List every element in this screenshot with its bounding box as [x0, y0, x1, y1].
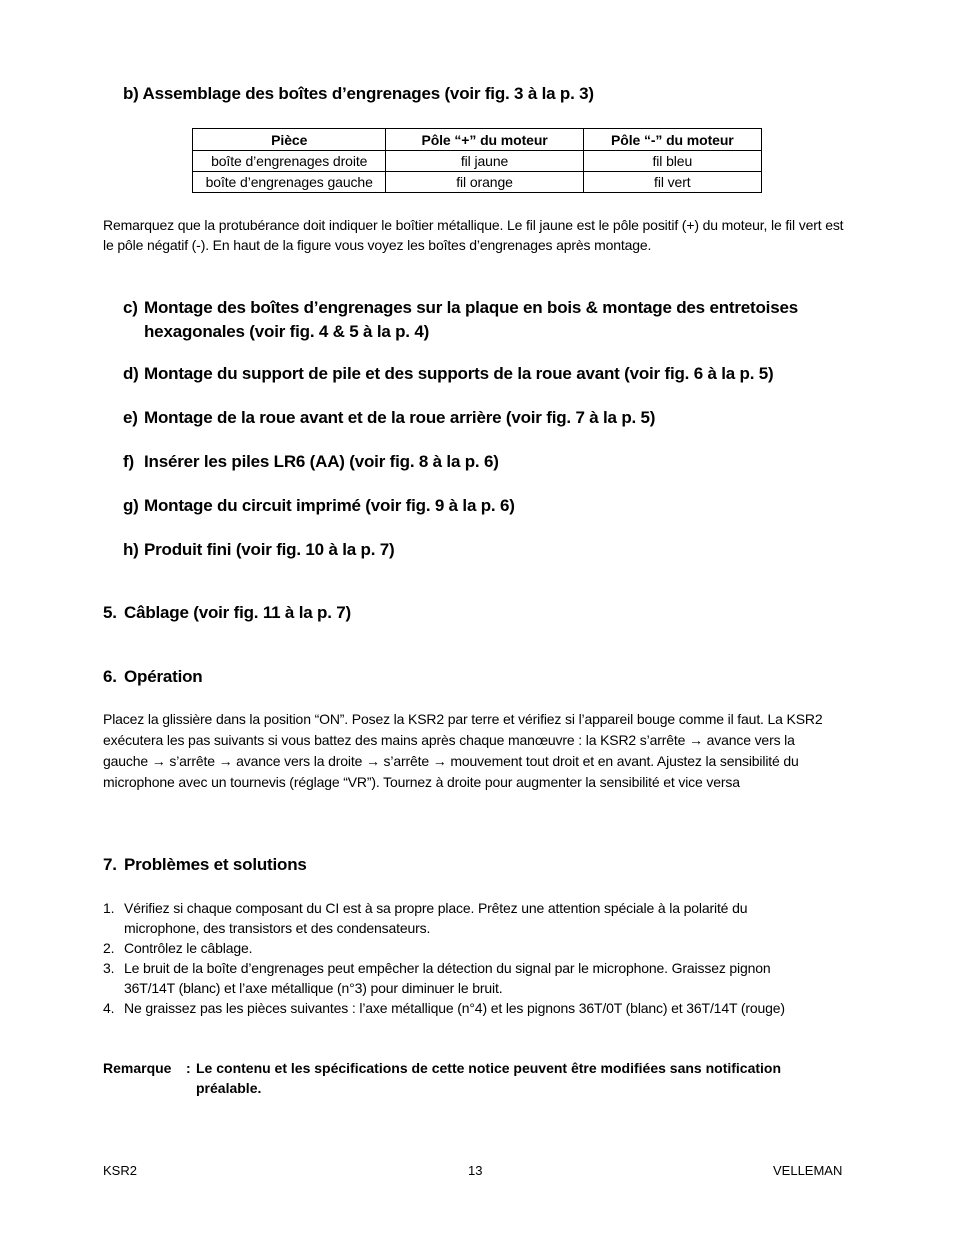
table-row [193, 172, 762, 193]
remark-text: Le contenu et les spécifications de cette notice peuvent être modifiées sans notification préalable. [196, 1060, 782, 1096]
subsection-label: d) [123, 364, 139, 383]
list-item [103, 998, 803, 1018]
section-number: 7. [103, 855, 117, 874]
list-number: 2. [103, 940, 115, 956]
table-cell: boîte d’engrenages gauche [193, 172, 386, 193]
list-text: Le bruit de la boîte d’engrenages peut empêcher la détection du signal par le microphone. Graissez pignon 36T/14T (blanc) et l’axe métallique (n°3) pour diminuer le bruit. [124, 960, 771, 996]
list-number: 1. [103, 900, 115, 916]
table-header-cell: Pôle “+” du moteur [386, 129, 583, 151]
table-header-row [193, 129, 762, 151]
list-item [103, 938, 803, 958]
subsection-c [123, 296, 823, 344]
subsection-label: f) [123, 452, 134, 471]
remark-colon: : [186, 1060, 191, 1076]
table-cell: boîte d’engrenages droite [193, 151, 386, 172]
problems-list [103, 898, 803, 1018]
list-text: Ne graissez pas les pièces suivantes : l’axe métallique (n°4) et les pignons 36T/0T (blanc) et 36T/14T (rouge) [124, 1000, 785, 1016]
subsection-label: h) [123, 540, 139, 559]
list-number: 4. [103, 1000, 115, 1016]
section-title: Câblage (voir fig. 11 à la p. 7) [124, 603, 351, 622]
subsection-text: Produit fini (voir fig. 10 à la p. 7) [144, 540, 395, 559]
section-number: 6. [103, 667, 117, 686]
table-cell: fil vert [583, 172, 761, 193]
list-text: Vérifiez si chaque composant du CI est à sa propre place. Prêtez une attention spéciale à la polarité du microphone, des transistors et des condensateurs. [124, 900, 748, 936]
subsection-label: g) [123, 496, 139, 515]
subsection-text: Insérer les piles LR6 (AA) (voir fig. 8 à la p. 6) [144, 452, 499, 471]
section-title: Opération [124, 667, 203, 686]
page-number: 13 [468, 1163, 483, 1178]
section-title: Problèmes et solutions [124, 855, 307, 874]
note-paragraph: Remarquez que la protubérance doit indiquer le boîtier métallique. Le fil jaune est le pôle positif (+) du moteur, le fil vert est le pôle négatif (-). En haut de la figure vous voyez les boîtes d’engrenages après montage. [103, 217, 844, 253]
section-b-heading: b) Assemblage des boîtes d’engrenages (voir fig. 3 à la p. 3) [123, 84, 594, 103]
table-header-cell: Pôle “-” du moteur [583, 129, 761, 151]
table-cell: fil jaune [386, 151, 583, 172]
wiring-table [192, 128, 762, 193]
table-header-cell: Pièce [193, 129, 386, 151]
subsection-text: Montage du support de pile et des supports de la roue avant (voir fig. 6 à la p. 5) [144, 364, 774, 383]
operation-paragraph: Placez la glissière dans la position “ON”. Posez la KSR2 par terre et vérifiez si l’appareil bouge comme il faut. La KSR2 exécutera les pas suivants si vous battez des mains après chaque manœuvre : la KSR2 s’arrête → avance vers la gauche → s’arrête → avance vers la droite → s’arrête → mouvement tout droit et en avant. Ajustez la sensibilité du microphone avec un tournevis (réglage “VR”). Tournez à droite pour augmenter la sensibilité et vice versa [103, 711, 823, 790]
footer-left: KSR2 [103, 1163, 137, 1178]
section-number: 5. [103, 603, 117, 622]
subsection-text: Montage des boîtes d’engrenages sur la plaque en bois & montage des entretoises hexagonales (voir fig. 4 & 5 à la p. 4) [144, 298, 798, 341]
table-cell: fil bleu [583, 151, 761, 172]
subsection-label: e) [123, 408, 138, 427]
subsection-text: Montage du circuit imprimé (voir fig. 9 à la p. 6) [144, 496, 515, 515]
list-item [103, 898, 803, 938]
list-number: 3. [103, 960, 115, 976]
subsection-text: Montage de la roue avant et de la roue arrière (voir fig. 7 à la p. 5) [144, 408, 656, 427]
subsection-label: c) [123, 298, 138, 317]
table-row [193, 151, 762, 172]
footer-right: VELLEMAN [773, 1163, 843, 1178]
list-item [103, 958, 803, 998]
table-cell: fil orange [386, 172, 583, 193]
remark-label: Remarque [103, 1060, 172, 1076]
list-text: Contrôlez le câblage. [124, 940, 253, 956]
